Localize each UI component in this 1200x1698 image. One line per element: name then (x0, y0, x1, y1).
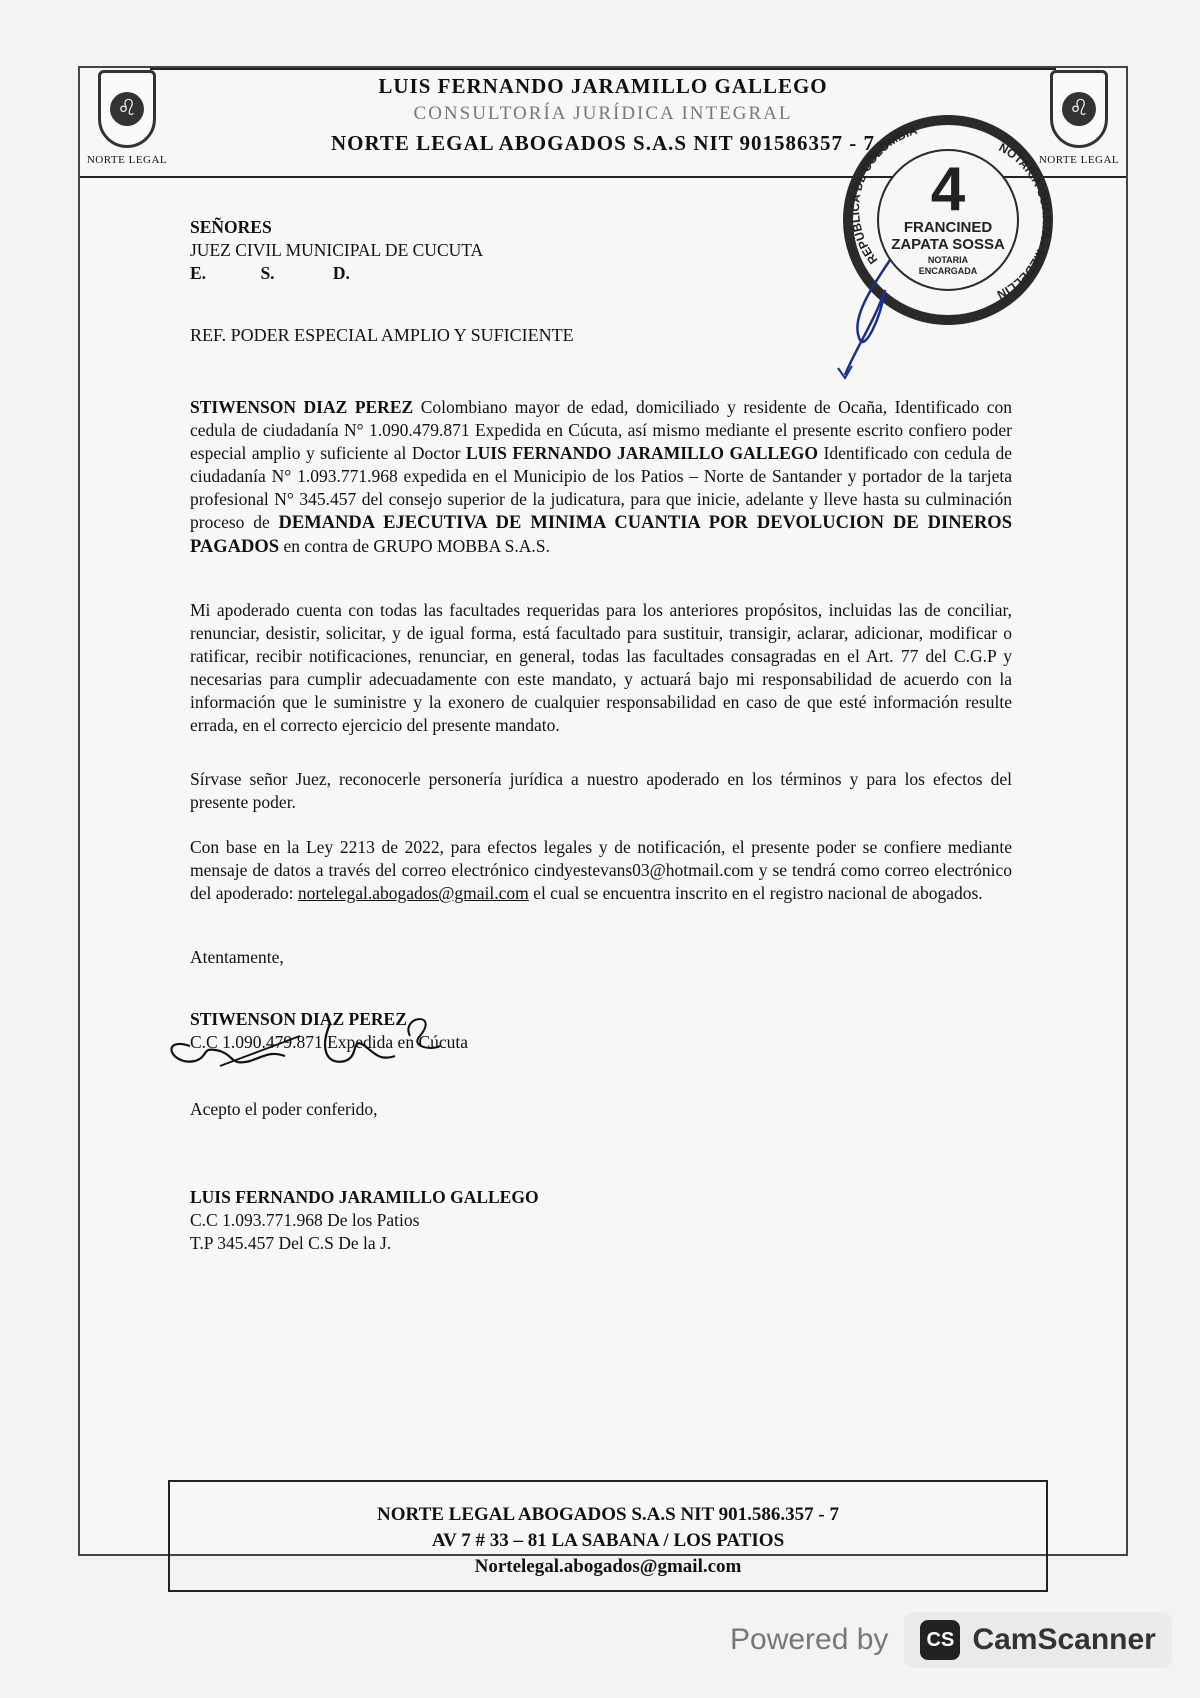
footer-box (168, 1480, 1048, 1592)
camscanner-brand: CamScanner (972, 1623, 1156, 1656)
signer-id: C.C 1.090.479.871 Expedida en Cúcuta (190, 1032, 469, 1052)
footer-email: Nortelegal.abogados@gmail.com (474, 1556, 742, 1577)
closing-greeting: Atentamente, (190, 947, 284, 967)
lion-icon: ♌ (1062, 92, 1096, 126)
addressee-line2: JUEZ CIVIL MUNICIPAL DE CUCUTA (190, 240, 484, 260)
lawyer-tp: T.P 345.457 Del C.S De la J. (190, 1233, 392, 1253)
camscanner-logo-icon: CS (920, 1620, 960, 1660)
powered-by-text: Powered by (730, 1623, 889, 1656)
logo-text-left: NORTE LEGAL (86, 154, 168, 166)
seal-ring-text-right: NOTARIA CUARTA - MEDELLIN (994, 140, 1054, 302)
footer-address: AV 7 # 33 – 81 LA SABANA / LOS PATIOS (431, 1530, 785, 1551)
seal-role-line1: NOTARIA (927, 255, 969, 265)
lawyer-block (190, 1186, 1012, 1255)
seal-role-line2: ENCARGADA (918, 266, 978, 276)
seal-ring-text-top: REPÚBLICA DE COLOMBIA (848, 122, 919, 267)
addressee-esd: E. S. D. (190, 263, 350, 283)
footer-company: NORTE LEGAL ABOGADOS S.A.S NIT 901.586.357 - 7 (377, 1504, 839, 1525)
acceptance-line: Acepto el poder conferido, (190, 1099, 378, 1119)
signer-name: STIWENSON DIAZ PEREZ (190, 1009, 407, 1029)
reference-line: REF. PODER ESPECIAL AMPLIO Y SUFICIENTE (190, 325, 574, 345)
logo-text-right: NORTE LEGAL (1038, 154, 1120, 166)
paragraph-1: STIWENSON DIAZ PEREZ Colombiano mayor de edad, domiciliado y residente de Ocaña, Identificado con cedula de ciudadanía N° 1.090.479.871 Expedida en Cúcuta, así mismo mediante el presente escrito confiero poder especial amplio y suficiente al Doctor LUIS FERNANDO JARAMILLO GALLEGO Identificado con cedula de ciudadanía N° 1.093.771.968 expedida en el Municipio de los Patios – Norte de Santander y portador de la tarjeta profesional N° 345.457 del consejo superior de la judicatura, para que inicie, adelante y lleve hasta su culminación proceso de DEMANDA EJECUTIVA DE MINIMA CUANTIA POR DEVOLUCION DE DINEROS PAGADOS en contra de GRUPO MOBBA S.A.S. (190, 397, 1012, 557)
paragraph-4: Con base en la Ley 2213 de 2022, para efectos legales y de notificación, el presente poder se confiere mediante mensaje de datos a través del correo electrónico cindyestevans03@hotmail.com y se tendrá como correo electrónico del apoderado: nortelegal.abogados@gmail.com el cual se encuentra inscrito en el registro nacional de abogados. (190, 837, 1012, 903)
paragraph-3: Sírvase señor Juez, reconocerle personería jurídica a nuestro apoderado en los términos y para los efectos del presente poder. (190, 769, 1012, 812)
letterhead-tagline: CONSULTORÍA JURÍDICA INTEGRAL (413, 103, 793, 124)
paragraph-2: Mi apoderado cuenta con todas las facultades requeridas para los anteriores propósitos, incluidas las de conciliar, renunciar, desistir, solicitar, y de igual forma, está facultado para sustituir, transigir, aclarar, adicionar, modificar o ratificar, recibir notificaciones, renunciar, en general, todas las facultades consagradas en el Art. 77 del C.G.P y necesarias para cumplir adecuadamente con este mandato, y actuará bajo mi responsabilidad de acuerdo con la información que le suministre y la exonero de cualquier responsabilidad en caso de que esté información resulte errada, en el correcto ejercicio del presente mandato. (190, 600, 1012, 735)
pen-mark (830, 250, 910, 390)
lawyer-name: LUIS FERNANDO JARAMILLO GALLEGO (190, 1187, 539, 1207)
camscanner-watermark (730, 1612, 1172, 1668)
seal-name-line1: FRANCINED (903, 219, 993, 236)
seal-number: 4 (930, 155, 966, 224)
handwritten-signature (100, 1006, 440, 1096)
seal-name-line2: ZAPATA SOSSA (891, 236, 1005, 253)
camscanner-badge (904, 1612, 1171, 1668)
header-top-rule (150, 68, 1056, 70)
lion-icon: ♌ (110, 92, 144, 126)
letterhead-company: NORTE LEGAL ABOGADOS S.A.S NIT 901586357 - 7 (330, 131, 876, 155)
lawyer-id: C.C 1.093.771.968 De los Patios (190, 1210, 420, 1230)
lawyer-email-link[interactable]: nortelegal.abogados@gmail.com (297, 883, 529, 903)
left-logo (84, 70, 170, 176)
addressee-line1: SEÑORES (190, 217, 272, 237)
letterhead-name: LUIS FERNANDO JARAMILLO GALLEGO (378, 74, 828, 98)
